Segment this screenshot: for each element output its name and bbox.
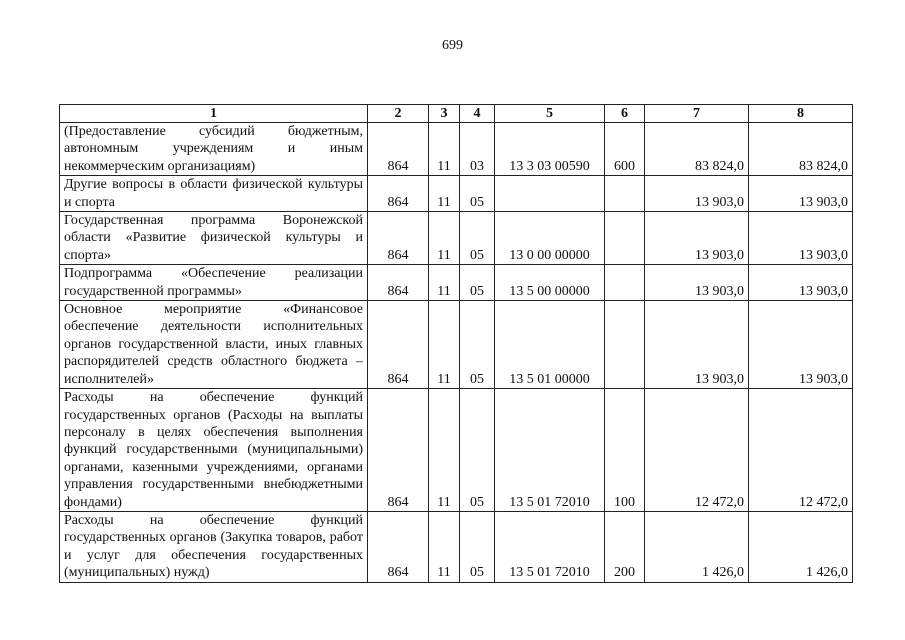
column-header: 1	[60, 105, 368, 123]
column-header: 2	[368, 105, 429, 123]
sum1-cell: 13 903,0	[645, 212, 749, 265]
rz-cell: 11	[429, 123, 460, 176]
sum1-cell: 13 903,0	[645, 301, 749, 389]
row-name-cell: Расходы на обеспечение функций государственных органов (Расходы на выплаты персоналу в целях обеспечения выполнения функций государственными (муниципальными) органами, казенными учреждениями, органами управления государственными внебюджетными фондами)	[60, 389, 368, 512]
row-name-cell: (Предоставление субсидий бюджетным, автономным учреждениям и иным некоммерческим организациям)	[60, 123, 368, 176]
pr-cell: 05	[460, 212, 495, 265]
sum1-cell: 13 903,0	[645, 176, 749, 212]
row-name-cell: Подпрограмма «Обеспечение реализации государственной программы»	[60, 265, 368, 301]
page-number: 699	[442, 38, 463, 53]
pr-cell: 05	[460, 301, 495, 389]
vr-cell	[605, 265, 645, 301]
grbs-cell: 864	[368, 212, 429, 265]
column-header: 4	[460, 105, 495, 123]
rz-cell: 11	[429, 389, 460, 512]
table-row	[60, 511, 853, 582]
sum2-cell: 1 426,0	[749, 511, 853, 582]
grbs-cell: 864	[368, 389, 429, 512]
sum2-cell: 13 903,0	[749, 265, 853, 301]
row-name-cell: Расходы на обеспечение функций государственных органов (Закупка товаров, работ и услуг для обеспечения государственных (муниципальных) нужд)	[60, 511, 368, 582]
sum2-cell: 13 903,0	[749, 176, 853, 212]
sum1-cell: 83 824,0	[645, 123, 749, 176]
pr-cell: 05	[460, 265, 495, 301]
vr-cell	[605, 212, 645, 265]
column-header: 6	[605, 105, 645, 123]
table-row	[60, 123, 853, 176]
column-header: 3	[429, 105, 460, 123]
table-row	[60, 301, 853, 389]
csr-cell: 13 5 01 72010	[495, 511, 605, 582]
vr-cell: 100	[605, 389, 645, 512]
sum2-cell: 12 472,0	[749, 389, 853, 512]
table-row	[60, 389, 853, 512]
row-name-cell: Государственная программа Воронежской области «Развитие физической культуры и спорта»	[60, 212, 368, 265]
sum2-cell: 13 903,0	[749, 212, 853, 265]
table-row	[60, 265, 853, 301]
vr-cell	[605, 301, 645, 389]
pr-cell: 05	[460, 176, 495, 212]
pr-cell: 05	[460, 389, 495, 512]
grbs-cell: 864	[368, 301, 429, 389]
pr-cell: 03	[460, 123, 495, 176]
row-name-cell: Другие вопросы в области физической культуры и спорта	[60, 176, 368, 212]
column-header: 7	[645, 105, 749, 123]
grbs-cell: 864	[368, 265, 429, 301]
rz-cell: 11	[429, 265, 460, 301]
sum1-cell: 12 472,0	[645, 389, 749, 512]
rz-cell: 11	[429, 511, 460, 582]
csr-cell: 13 5 01 72010	[495, 389, 605, 512]
csr-cell: 13 0 00 00000	[495, 212, 605, 265]
sum1-cell: 13 903,0	[645, 265, 749, 301]
pr-cell: 05	[460, 511, 495, 582]
sum2-cell: 83 824,0	[749, 123, 853, 176]
vr-cell: 600	[605, 123, 645, 176]
sum2-cell: 13 903,0	[749, 301, 853, 389]
grbs-cell: 864	[368, 176, 429, 212]
grbs-cell: 864	[368, 123, 429, 176]
rz-cell: 11	[429, 176, 460, 212]
row-name-cell: Основное мероприятие «Финансовое обеспечение деятельности исполнительных органов государственной власти, иных главных распорядителей средств областного бюджета – исполнителей»	[60, 301, 368, 389]
table-row	[60, 212, 853, 265]
rz-cell: 11	[429, 212, 460, 265]
budget-table	[59, 104, 853, 583]
csr-cell: 13 5 00 00000	[495, 265, 605, 301]
table-header-row	[60, 105, 853, 123]
column-header: 5	[495, 105, 605, 123]
csr-cell: 13 3 03 00590	[495, 123, 605, 176]
table-row	[60, 176, 853, 212]
vr-cell: 200	[605, 511, 645, 582]
rz-cell: 11	[429, 301, 460, 389]
csr-cell: 13 5 01 00000	[495, 301, 605, 389]
grbs-cell: 864	[368, 511, 429, 582]
csr-cell	[495, 176, 605, 212]
column-header: 8	[749, 105, 853, 123]
vr-cell	[605, 176, 645, 212]
sum1-cell: 1 426,0	[645, 511, 749, 582]
